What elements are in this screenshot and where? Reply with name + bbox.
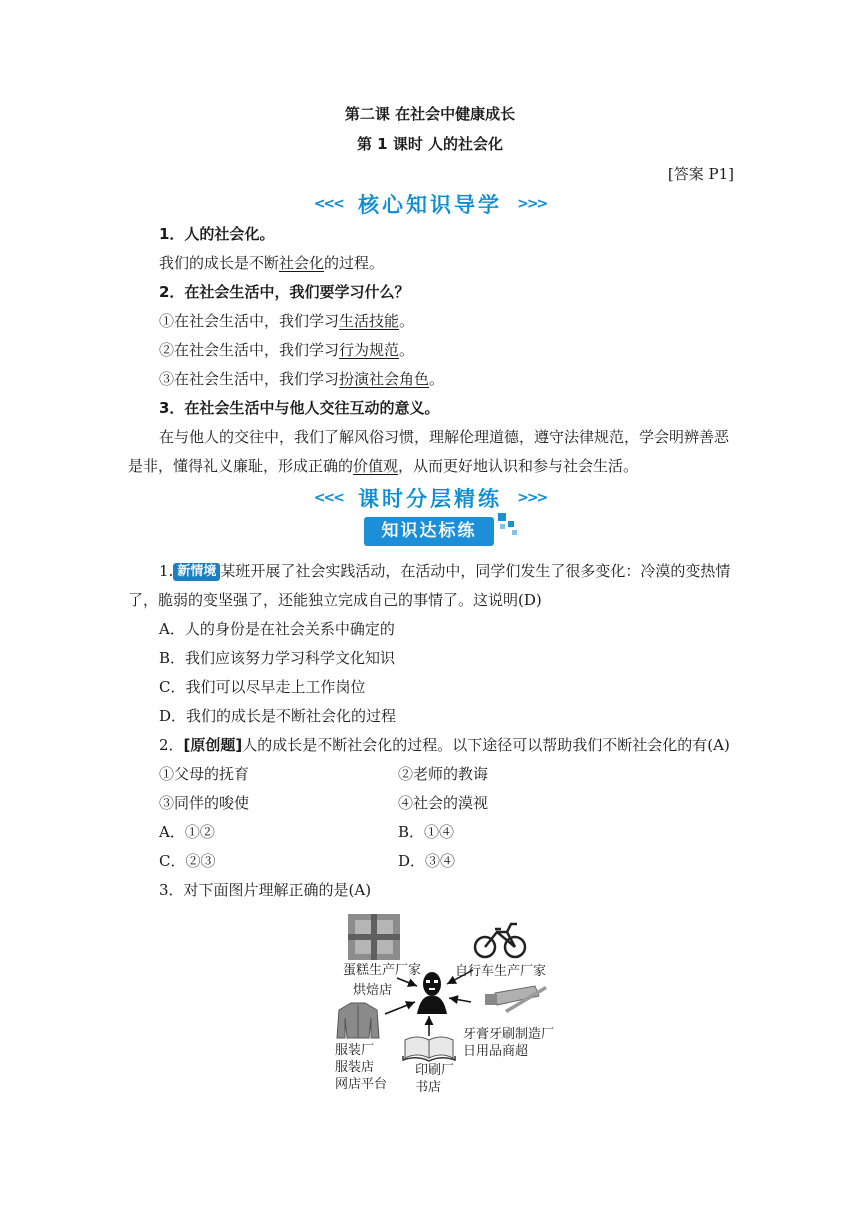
knowledge-q3-line1: 在与他人的交往中，我们了解风俗习惯，理解伦理道德，遵守法律规范，学会明辨善恶 — [159, 428, 730, 446]
decorative-square-icon — [508, 521, 514, 527]
exercise-q3-stem: 3．对下面图片理解正确的是(A) — [159, 881, 372, 899]
new-scenario-tag: 新情境 — [173, 563, 220, 581]
socialization-figure — [325, 910, 565, 1100]
knowledge-q2-title: 2．在社会生活中，我们要学习什么？ — [159, 283, 410, 301]
figure-label-toothpaste: 牙膏牙刷制造厂 日用品商超 — [463, 1027, 555, 1059]
figure-label-bike: 自行车生产厂家 — [455, 964, 547, 979]
knowledge-q3-line2: 是非，懂得礼义廉耻，形成正确的价值观，从而更好地认识和参与社会生活。 — [128, 457, 639, 475]
period-title: 第 1 课时 人的社会化 — [356, 135, 504, 153]
answer-reference: [答案 P1] — [667, 165, 734, 183]
exercise-q2-option: D．③④ — [398, 852, 456, 870]
sub-banner-knowledge-practice: 知识达标练 — [364, 517, 494, 546]
knowledge-q3-title: 3．在社会生活中与他人交往互动的意义。 — [159, 399, 440, 417]
left-arrows-icon: <<< — [313, 196, 343, 212]
figure-label-clothes: 服装厂 服装店 网店平台 — [335, 1043, 388, 1092]
exercise-q1-option: D．我们的成长是不断社会化的过程 — [159, 707, 397, 725]
toothpaste-icon — [485, 986, 547, 1013]
decorative-square-icon — [498, 513, 506, 521]
exercise-q1-option: A．人的身份是在社会关系中确定的 — [159, 620, 395, 638]
exercise-q1-option: B．我们应该努力学习科学文化知识 — [159, 649, 396, 667]
knowledge-q2-item: ③在社会生活中，我们学习扮演社会角色。 — [159, 370, 445, 388]
person-silhouette-icon — [417, 972, 447, 1014]
knowledge-q1-title: 1．人的社会化。 — [159, 225, 275, 243]
exercise-q2-item: ③同伴的唆使 — [159, 794, 250, 812]
decorative-square-icon — [512, 530, 517, 535]
knowledge-q1-text: 我们的成长是不断社会化的过程。 — [159, 254, 385, 272]
decorative-square-icon — [500, 524, 505, 529]
open-book-icon — [403, 1037, 455, 1061]
left-arrows-icon: <<< — [313, 490, 343, 506]
exercise-q2-stem: 2．[原创题]人的成长是不断社会化的过程。以下途径可以帮助我们不断社会化的有(A) — [159, 736, 730, 754]
exercise-q2-option: A．①② — [159, 823, 215, 841]
figure-label-cake: 蛋糕生产厂家 烘焙店 — [343, 963, 422, 998]
exercise-q2-item: ①父母的抚育 — [159, 765, 250, 783]
knowledge-q2-item: ①在社会生活中，我们学习生活技能。 — [159, 312, 415, 330]
jacket-icon — [337, 1003, 379, 1038]
exercise-q1-option: C．我们可以尽早走上工作岗位 — [159, 678, 366, 696]
bicycle-icon — [475, 924, 525, 957]
exercise-q1-line2: 了，脆弱的变坚强了，还能独立完成自己的事情了。这说明(D) — [128, 591, 542, 609]
cake-box-icon — [348, 914, 400, 960]
section-banner-core-knowledge: <<< 核心知识导学 >>> — [313, 193, 547, 217]
section-banner-practice: <<< 课时分层精练 >>> — [313, 487, 547, 511]
figure-label-book: 印刷厂 书店 — [415, 1063, 455, 1095]
exercise-q1-line1: 1. 新情境 某班开展了社会实践活动，在活动中，同学们发生了很多变化：冷漠的变热情 — [159, 562, 731, 580]
right-arrows-icon: >>> — [517, 490, 547, 506]
exercise-q2-item: ②老师的教诲 — [398, 765, 489, 783]
exercise-q2-item: ④社会的漠视 — [398, 794, 489, 812]
right-arrows-icon: >>> — [517, 196, 547, 212]
lesson-title: 第二课 在社会中健康成长 — [344, 105, 516, 123]
exercise-q2-option: B．①④ — [398, 823, 455, 841]
exercise-q2-option: C．②③ — [159, 852, 216, 870]
knowledge-q2-item: ②在社会生活中，我们学习行为规范。 — [159, 341, 415, 359]
